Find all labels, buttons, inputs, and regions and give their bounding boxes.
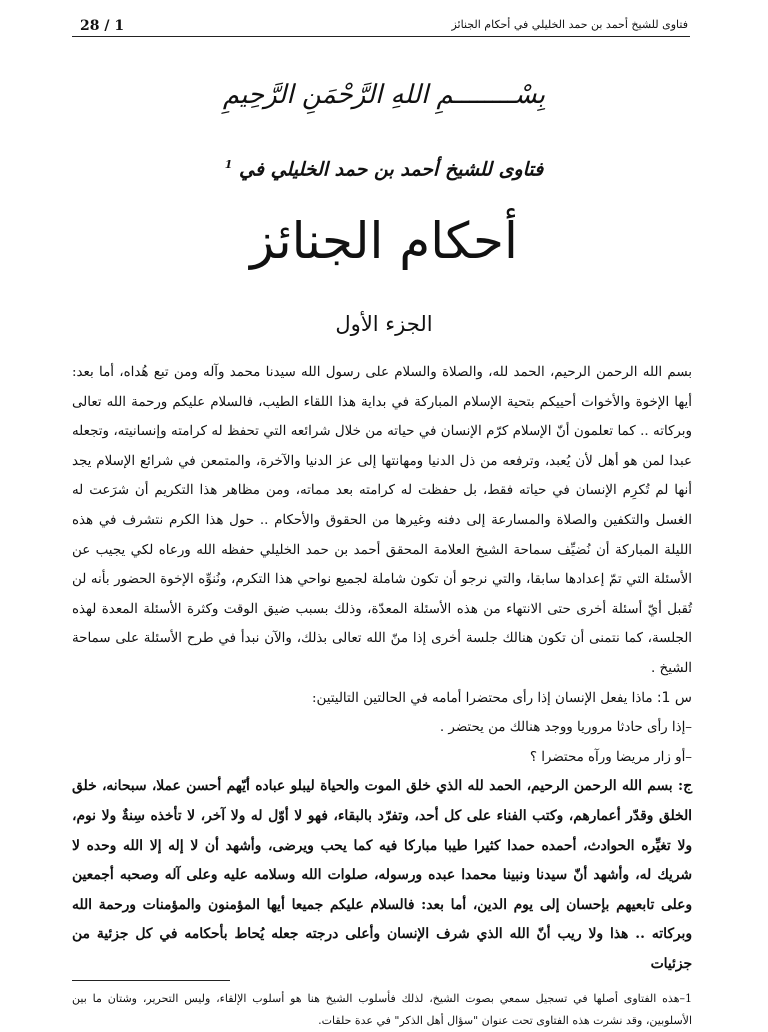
page-number: 28 / 1 [80,18,125,34]
subtitle-text: فتاوى للشيخ أحمد بن حمد الخليلي في [239,158,544,181]
part-title: الجزء الأول [335,312,433,336]
intro-paragraph: بسم الله الرحمن الرحيم، الحمد لله، والصلاة والسلام على رسول الله سيدنا محمد وآله ومن تبع هُداه، أما بعد: أيها الإخوة والأخوات أحييكم بتحية الإسلام المباركة في بداية هذا اللقاء الطيب، فالسلام عليكم ورحمة الله تعالى وبركاته .. كما تعلمون أنّ الإسلام كرّم الإنسان في حياته من خلال شرائعه التي تحفظ له كرامته وإنسانيته، وتجعله عبدا لمن هو أهل لأن يُعبد، وترفعه من ذل الدنيا ومهانتها إلى عز الدنيا والآخرة، والمتمعن في شرائع الإسلام يجد أنها لم تُكرِم الإنسان في حياته فقط، بل حفظت له كرامته بعد مماته، ومن مظاهر هذا التكريم أن شرَعت له الغسل والتكفين والصلاة والمسارعة إلى دفنه وغيرها من الحقوق والأحكام .. حول هذا الكرم نتشرف في هذه الليلة المباركة أن نُضيِّف سماحة الشيخ العلامة المحقق أحمد بن حمد الخليلي حفظه الله ورعاه لكي يجيب عن الأسئلة التي تمّ إعدادها سابقا، والتي نرجو أن تكون شاملة لجميع نواحي هذا التكرم، ونُنوِّه الإخوة الحضور بأنه لن تُقبل أيّ أسئلة أخرى حتى الانتهاء من هذه الأسئلة المعدّة، وذلك بسبب ضيق الوقت وكثرة الأسئلة المعدة لهذه الجلسة، كما نتمنى أن تكون هنالك جلسة أخرى إذا منّ الله تعالى بذلك، والآن نبدأ في طرح الأسئلة على سماحة الشيخ . [72,365,692,676]
question-text: ماذا يفعل الإنسان إذا رأى محتضرا أمامه في الحالتين التاليتين: [312,690,653,706]
case-item-1: –إذا رأى حادثا مروريا ووجد هنالك من يحتضر . [439,720,692,736]
footnote-divider [72,980,230,981]
basmala: بِسْــــــــمِ اللهِ الرَّحْمَنِ الرَّحِيمِ [222,80,546,110]
question-paragraph [72,684,692,714]
question-label: س 1: [656,689,692,706]
main-title: أحكام الجنائز [250,212,518,270]
footnote: 1–هذه الفتاوى أصلها في تسجيل سمعي بصوت الشيخ، لذلك فأسلوب الشيخ هنا هو أسلوب الإلقاء، وليس التحرير، وشتان ما بين الأسلوبين، وقد نشرت هذه الفتاوى تحت عنوان "سؤال أهل الذكر" في عدة حلقات. [72,992,692,1027]
answer-paragraph: ج: بسم الله الرحمن الرحيم، الحمد لله الذي خلق الموت والحياة ليبلو عباده أيّهم أحسن عملا، سبحانه، خلق الخلق وقدّر أعمارهم، وكتب الفناء على كل أحد، وتفرّد بالبقاء، فهو لا أوّل له ولا آخر، لا تأخذه سِنةٌ ولا نوم، ولا تغيِّره الحوادث، أحمده حمدا كثيرا طيبا مباركا فيه كما يحب ويرضى، وأشهد أن لا إله إلا الله وحده لا شريك له، وأشهد أنّ سيدنا ونبينا محمدا عبده ورسوله، صلوات الله وسلامه عليه وعلى آله وصحبه أجمعين وعلى تابعيهم بإحسان إلى يوم الدين، أما بعد: فالسلام عليكم جميعا أيها المؤمنون والمؤمنات ورحمة الله وبركاته .. هذا ولا ريب أنّ الله الذي شرف الإنسان وأعلى درجته جعله يُحاط بأحكامه في كل جزئية من جزئيات [72,778,692,972]
page-header [72,16,690,37]
footnote-mark: 1 [224,158,233,171]
subtitle [0,158,768,180]
running-title: فتاوى للشيخ أحمد بن حمد الخليلي في أحكام الجنائز [451,18,688,31]
case-item-2: –أو زار مريضا ورآه محتضرا ؟ [529,749,692,765]
body-text [72,358,692,979]
